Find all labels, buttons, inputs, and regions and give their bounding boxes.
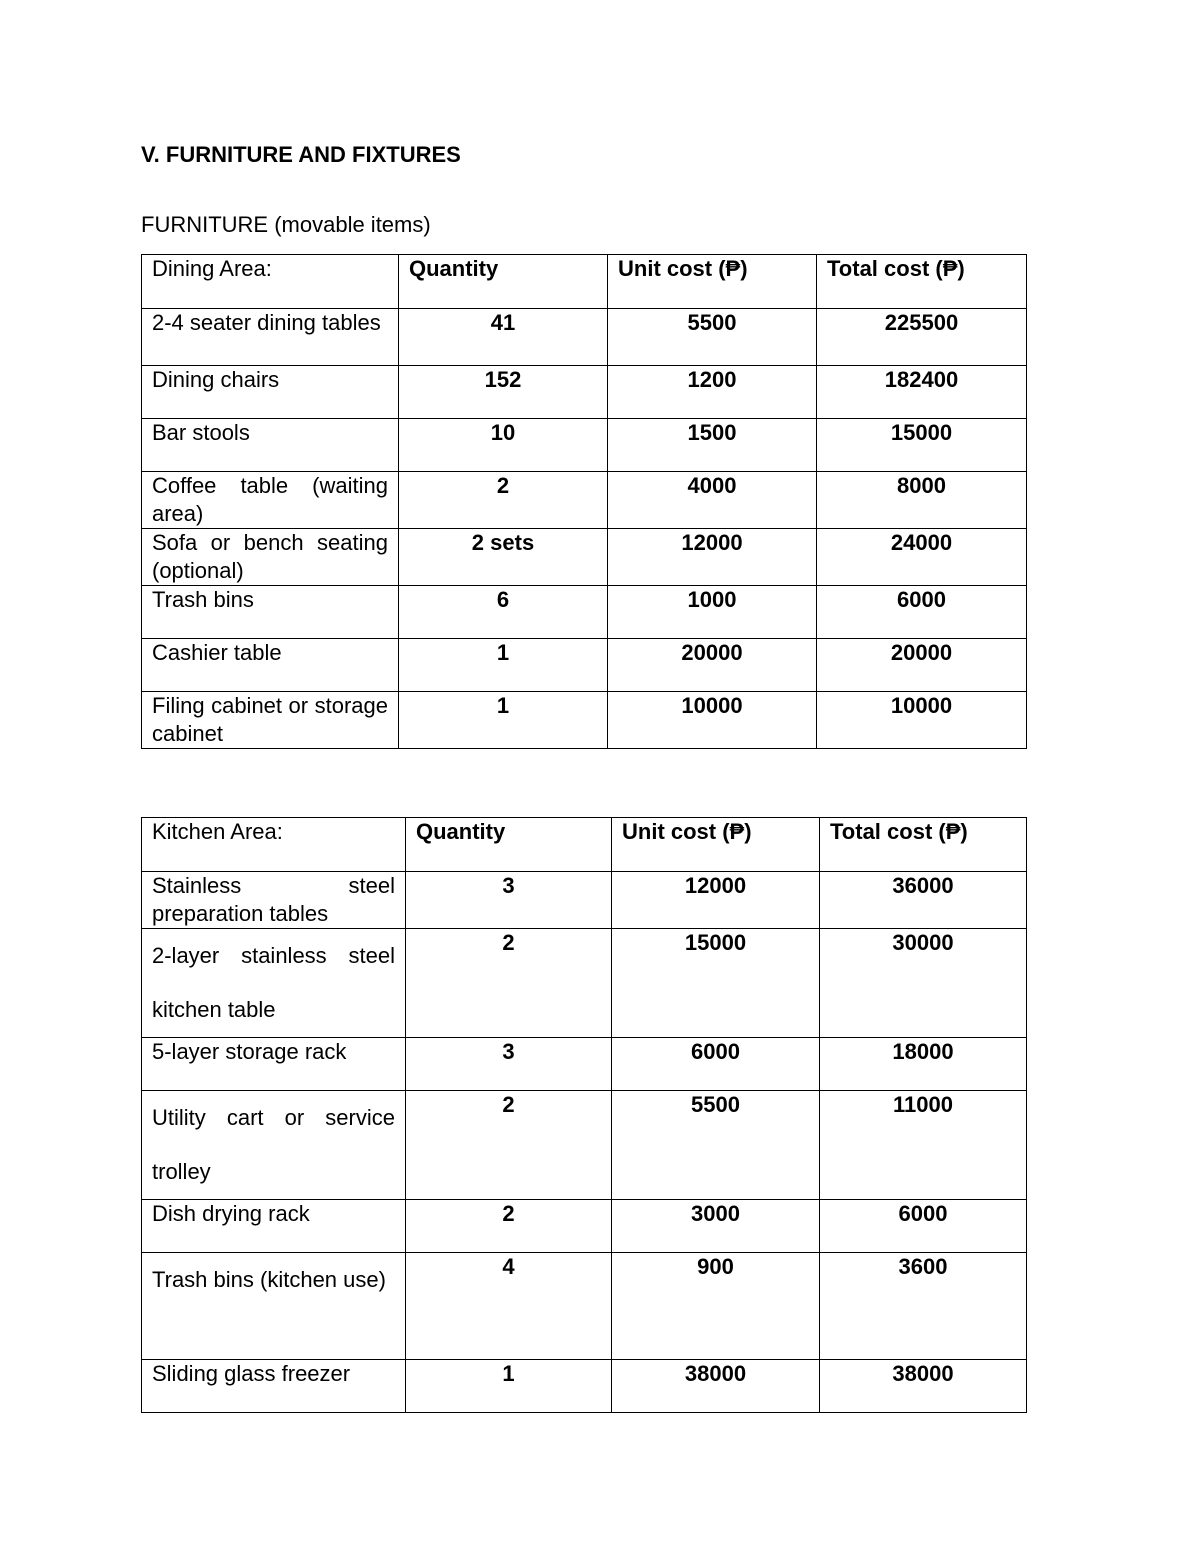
item-total-cost: 182400 bbox=[817, 366, 1027, 419]
section-heading: V. FURNITURE AND FIXTURES bbox=[141, 142, 461, 167]
item-name: 2-4 seater dining tables bbox=[142, 309, 399, 366]
column-header-quantity: Quantity bbox=[399, 255, 608, 309]
table-row bbox=[142, 1253, 1027, 1360]
item-name: Trash bins bbox=[142, 586, 399, 639]
item-total-cost: 18000 bbox=[820, 1038, 1027, 1091]
item-total-cost: 11000 bbox=[820, 1091, 1027, 1200]
item-name: Coffee table (waiting area) bbox=[142, 472, 399, 529]
item-quantity: 6 bbox=[399, 586, 608, 639]
item-unit-cost: 15000 bbox=[612, 929, 820, 1038]
table-row bbox=[142, 872, 1027, 929]
item-unit-cost: 12000 bbox=[608, 529, 817, 586]
item-total-cost: 8000 bbox=[817, 472, 1027, 529]
item-total-cost: 30000 bbox=[820, 929, 1027, 1038]
item-name: Sofa or bench seating (optional) bbox=[142, 529, 399, 586]
item-quantity: 1 bbox=[399, 639, 608, 692]
column-header-unit-cost: Unit cost (₱) bbox=[608, 255, 817, 309]
item-name: 2-layer stainless steel kitchen table bbox=[142, 929, 406, 1038]
table-row bbox=[142, 639, 1027, 692]
table-row bbox=[142, 366, 1027, 419]
table-row bbox=[142, 692, 1027, 749]
item-total-cost: 225500 bbox=[817, 309, 1027, 366]
item-total-cost: 6000 bbox=[820, 1200, 1027, 1253]
column-header-total-cost: Total cost (₱) bbox=[817, 255, 1027, 309]
item-quantity: 2 bbox=[399, 472, 608, 529]
item-unit-cost: 1200 bbox=[608, 366, 817, 419]
item-quantity: 2 sets bbox=[399, 529, 608, 586]
item-quantity: 1 bbox=[406, 1360, 612, 1413]
item-unit-cost: 900 bbox=[612, 1253, 820, 1360]
table-row bbox=[142, 1200, 1027, 1253]
table-row bbox=[142, 529, 1027, 586]
item-quantity: 2 bbox=[406, 1200, 612, 1253]
item-total-cost: 10000 bbox=[817, 692, 1027, 749]
item-quantity: 1 bbox=[399, 692, 608, 749]
column-header-total-cost: Total cost (₱) bbox=[820, 818, 1027, 872]
item-unit-cost: 6000 bbox=[612, 1038, 820, 1091]
table-header-row bbox=[142, 818, 1027, 872]
furniture-subheading: FURNITURE (movable items) bbox=[141, 212, 431, 237]
column-header-quantity: Quantity bbox=[406, 818, 612, 872]
item-quantity: 41 bbox=[399, 309, 608, 366]
item-unit-cost: 1500 bbox=[608, 419, 817, 472]
item-name: Trash bins (kitchen use) bbox=[142, 1253, 406, 1360]
item-total-cost: 20000 bbox=[817, 639, 1027, 692]
table-header-row bbox=[142, 255, 1027, 309]
item-quantity: 10 bbox=[399, 419, 608, 472]
column-header-area: Dining Area: bbox=[142, 255, 399, 309]
item-quantity: 2 bbox=[406, 1091, 612, 1200]
table-row bbox=[142, 586, 1027, 639]
table-row bbox=[142, 929, 1027, 1038]
table-row bbox=[142, 419, 1027, 472]
table-row bbox=[142, 1091, 1027, 1200]
table-row bbox=[142, 1360, 1027, 1413]
item-unit-cost: 3000 bbox=[612, 1200, 820, 1253]
kitchen-area-table bbox=[141, 817, 1027, 1413]
item-quantity: 3 bbox=[406, 872, 612, 929]
item-unit-cost: 5500 bbox=[608, 309, 817, 366]
table-row bbox=[142, 472, 1027, 529]
item-unit-cost: 1000 bbox=[608, 586, 817, 639]
item-quantity: 152 bbox=[399, 366, 608, 419]
item-name: Filing cabinet or storage cabinet bbox=[142, 692, 399, 749]
item-name: Bar stools bbox=[142, 419, 399, 472]
item-quantity: 3 bbox=[406, 1038, 612, 1091]
item-unit-cost: 20000 bbox=[608, 639, 817, 692]
item-unit-cost: 38000 bbox=[612, 1360, 820, 1413]
item-name: Cashier table bbox=[142, 639, 399, 692]
table-row bbox=[142, 309, 1027, 366]
dining-area-table bbox=[141, 254, 1027, 749]
item-name: Dining chairs bbox=[142, 366, 399, 419]
item-name: 5-layer storage rack bbox=[142, 1038, 406, 1091]
item-unit-cost: 4000 bbox=[608, 472, 817, 529]
item-quantity: 2 bbox=[406, 929, 612, 1038]
item-quantity: 4 bbox=[406, 1253, 612, 1360]
item-unit-cost: 12000 bbox=[612, 872, 820, 929]
item-unit-cost: 5500 bbox=[612, 1091, 820, 1200]
item-total-cost: 6000 bbox=[817, 586, 1027, 639]
item-total-cost: 38000 bbox=[820, 1360, 1027, 1413]
item-total-cost: 3600 bbox=[820, 1253, 1027, 1360]
item-unit-cost: 10000 bbox=[608, 692, 817, 749]
column-header-unit-cost: Unit cost (₱) bbox=[612, 818, 820, 872]
column-header-area: Kitchen Area: bbox=[142, 818, 406, 872]
table-row bbox=[142, 1038, 1027, 1091]
item-total-cost: 24000 bbox=[817, 529, 1027, 586]
item-total-cost: 36000 bbox=[820, 872, 1027, 929]
item-name: Sliding glass freezer bbox=[142, 1360, 406, 1413]
item-name: Dish drying rack bbox=[142, 1200, 406, 1253]
item-total-cost: 15000 bbox=[817, 419, 1027, 472]
item-name: Utility cart or service trolley bbox=[142, 1091, 406, 1200]
item-name: Stainless steel preparation tables bbox=[142, 872, 406, 929]
